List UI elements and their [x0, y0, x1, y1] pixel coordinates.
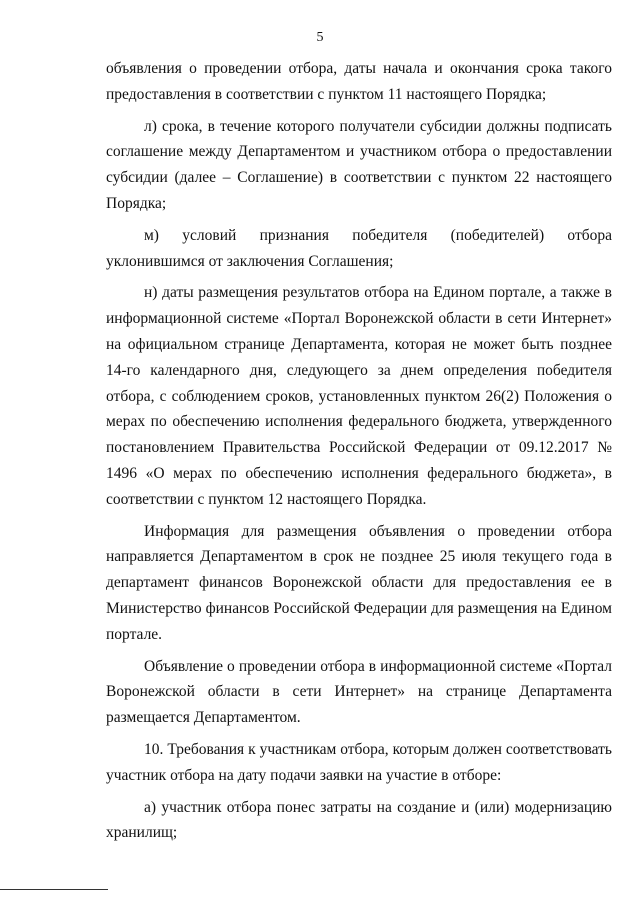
- paragraph-item-a: а) участник отбора понес затраты на создание и (или) модернизацию хранилищ;: [106, 798, 612, 842]
- paragraph-item-m: м) условий признания победителя (победителей) отбора уклонившимся от заключения Соглашения;: [106, 226, 612, 270]
- paragraph-item-l: л) срока, в течение которого получатели субсидии должны подписать соглашение между Департаментом и участником отбора о предоставлении субсидии (далее – Соглашение) в соответствии с пунктом 22 настоящего Порядка;: [106, 117, 612, 212]
- paragraph-information-placement: Информация для размещения объявления о проведении отбора направляется Департаментом в срок не позднее 25 июля текущего года в департамент финансов Воронежской области для предоставления ее в Министерство финансов Российской Федерации для размещения на Едином портале.: [106, 522, 612, 643]
- footer-rule: [0, 889, 108, 890]
- page-number: 5: [316, 30, 324, 45]
- paragraph-item-n: н) даты размещения результатов отбора на Едином портале, а также в информационной системе «Портал Воронежской области в сети Интернет» на официальном странице Департамента, которая не может быть позднее 14-го календарного дня, следующего за днем определения победителя отбора, с соблюдением сроков, установленных пунктом 26(2) Положения о мерах по обеспечению исполнения федерального бюджета, утвержденного постановлением Правительства Российской Федерации от 09.12.2017 № 1496 «О мерах по обеспечению исполнения федерального бюджета», в соответствии с пунктом 12 настоящего Порядка.: [106, 284, 612, 508]
- document-body: [106, 56, 612, 852]
- paragraph-section-10: 10. Требования к участникам отбора, которым должен соответствовать участник отбора на дату подачи заявки на участие в отборе:: [106, 740, 612, 784]
- paragraph-continuation: объявления о проведении отбора, даты начала и окончания срока такого предоставления в соответствии с пунктом 11 настоящего Порядка;: [106, 60, 612, 103]
- paragraph-announcement-portal: Объявление о проведении отбора в информационной системе «Портал Воронежской области в сети Интернет» на странице Департамента размещается Департаментом.: [106, 657, 612, 727]
